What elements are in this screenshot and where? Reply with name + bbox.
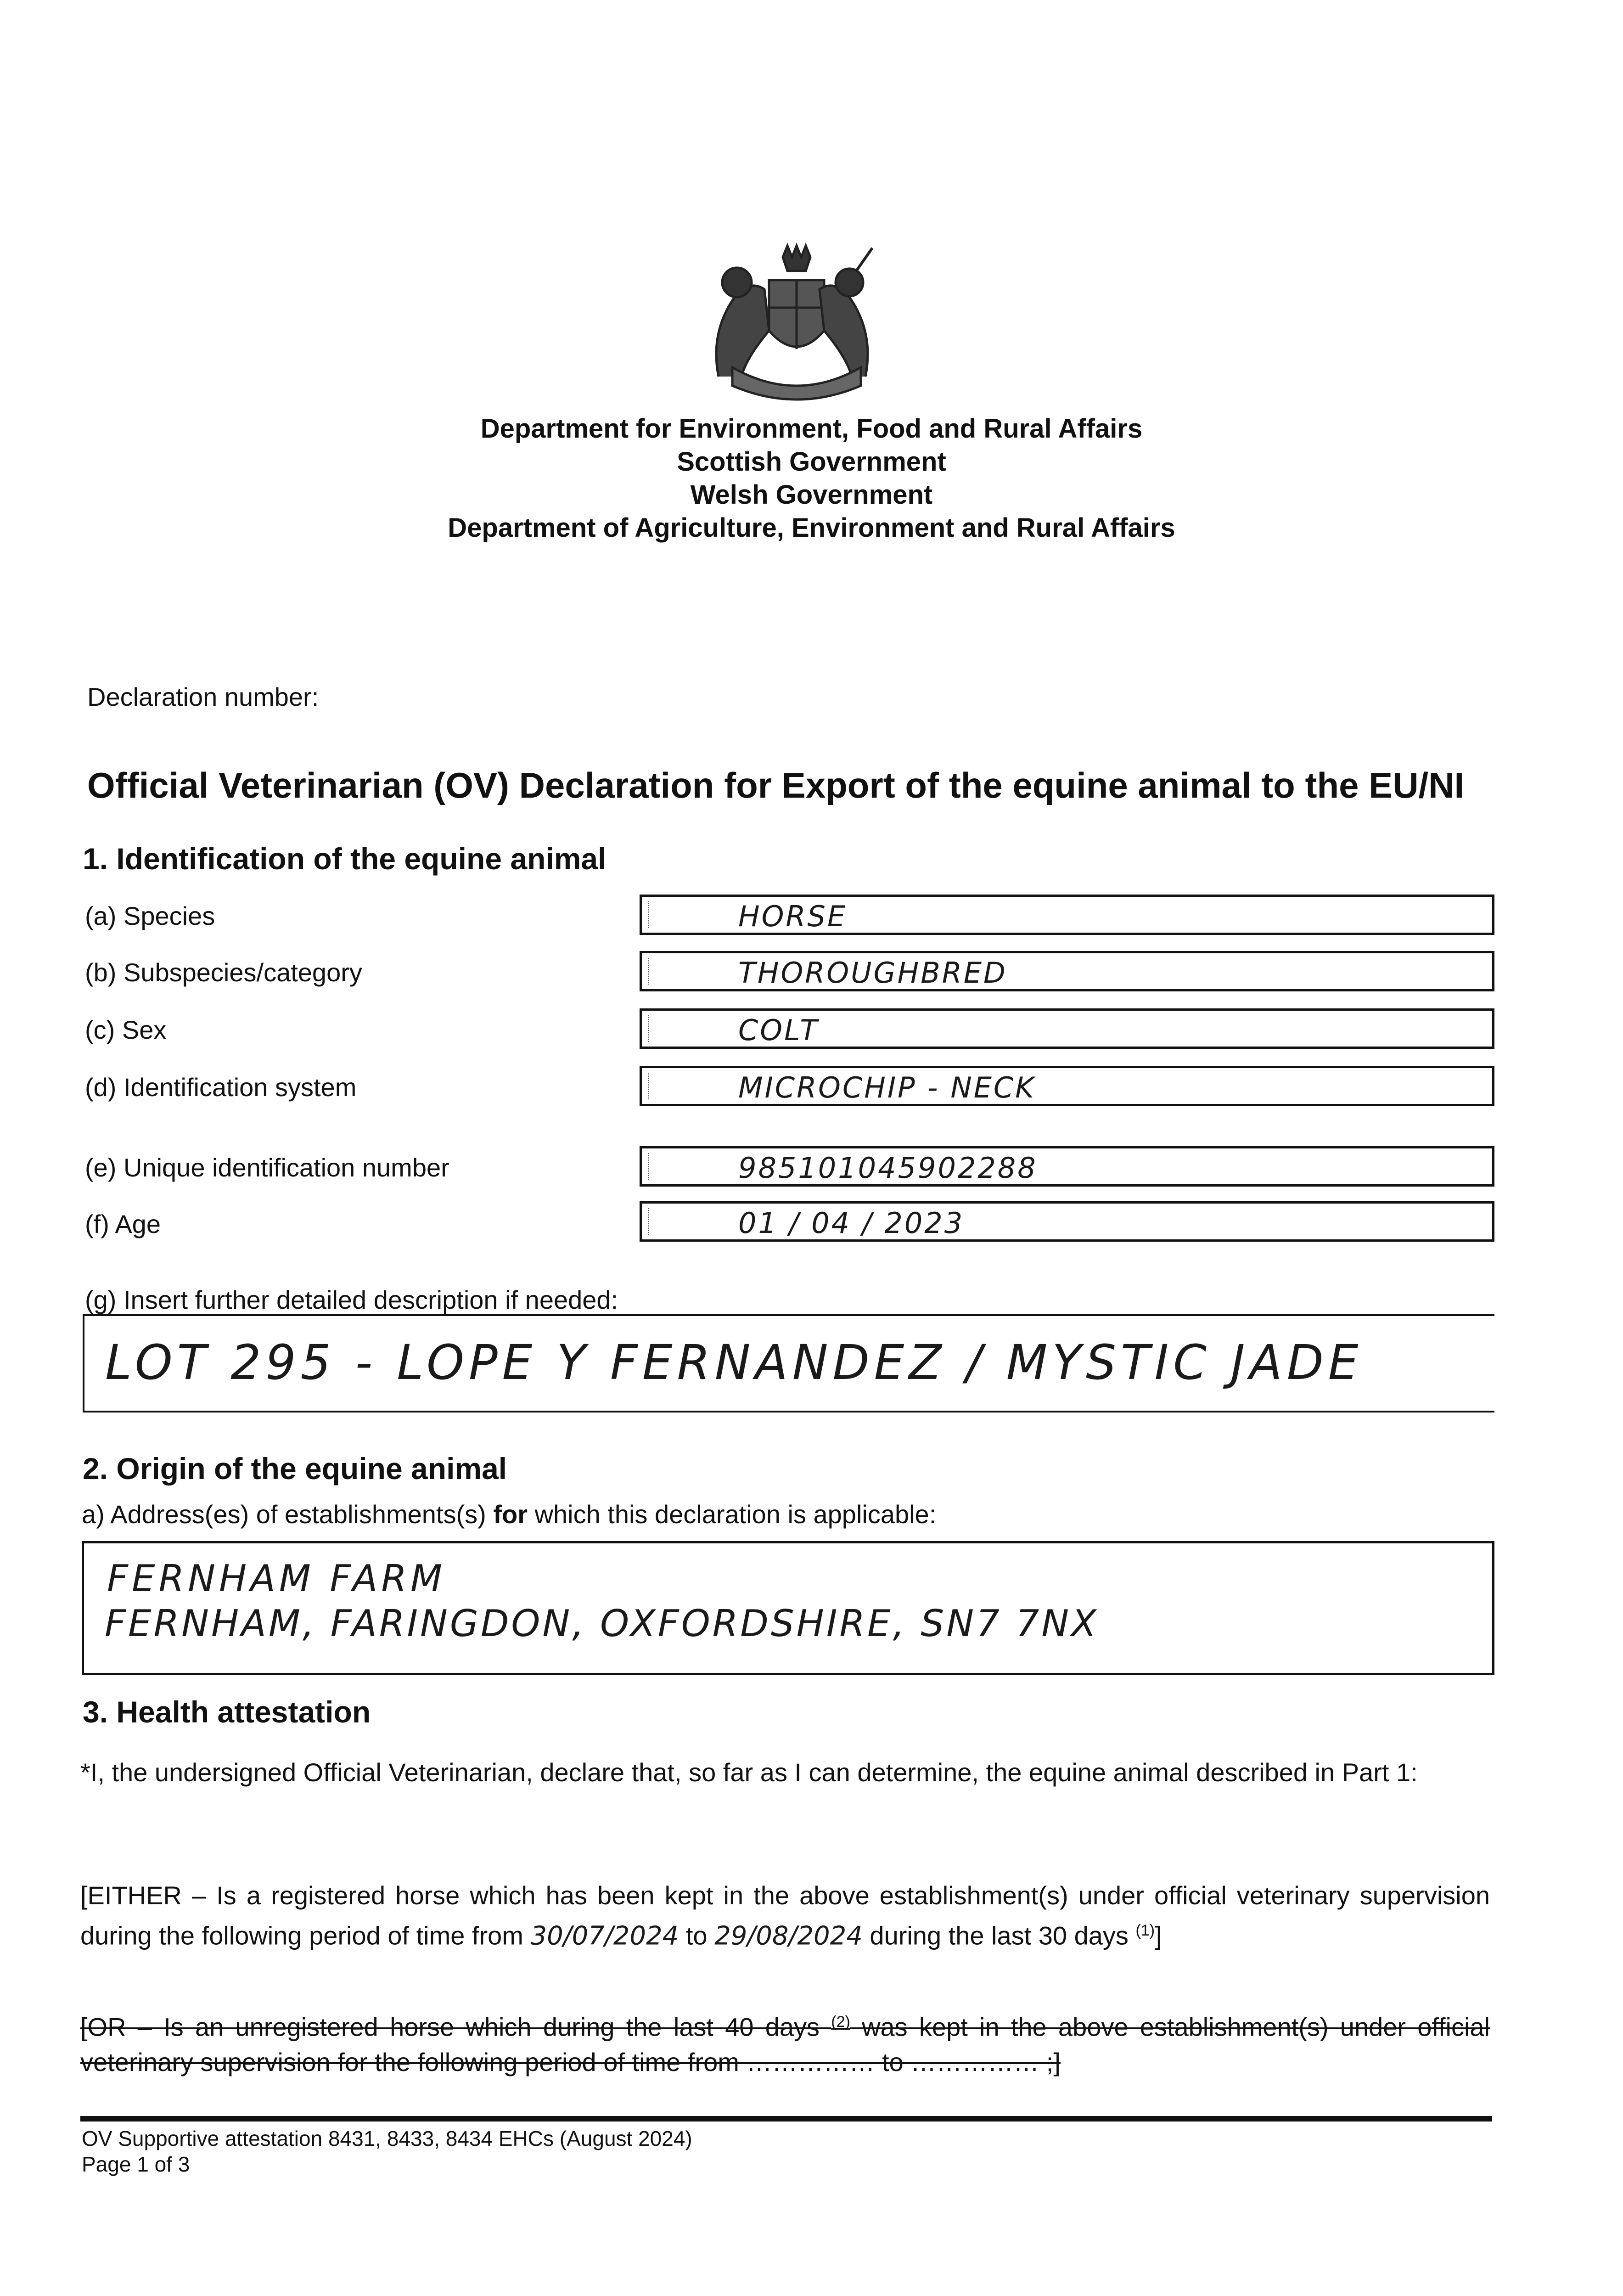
or-text-2: was kept in the above establishment(s) under official veterinary supervision for the following period of time from …………… to …………… ;] <box>80 2012 1490 2077</box>
either-to: to <box>685 1921 708 1950</box>
age-field[interactable] <box>640 1201 1494 1242</box>
description-label: (g) Insert further detailed description if needed: <box>85 1285 618 1314</box>
page-title: Official Veterinarian (OV) Declaration for Export of the equine animal to the EU/NI <box>87 765 1465 805</box>
unique-id-field[interactable] <box>640 1146 1494 1187</box>
address-label-part-1: a) Address(es) of establishments(s) <box>82 1500 486 1529</box>
department-defra: Department for Environment, Food and Rural Affairs <box>480 414 1143 444</box>
address-line-1: FERNHAM FARM <box>107 1557 446 1600</box>
unique-id-label: (e) Unique identification number <box>85 1153 449 1182</box>
either-clause <box>80 1878 1490 1954</box>
subspecies-field[interactable] <box>640 951 1494 991</box>
either-end: ] <box>1155 1921 1162 1950</box>
either-text-1: [EITHER – Is a registered horse which has been kept in the above establishment(s) under official veterinary supervision during the following period of time from <box>80 1881 1490 1950</box>
either-text-2: during the last 30 days <box>870 1921 1129 1950</box>
or-clause <box>80 2004 1490 2080</box>
identification-system-value: MICROCHIP - NECK <box>738 1071 1036 1104</box>
either-date-to: 29/08/2024 <box>714 1921 863 1951</box>
royal-coat-of-arms-icon <box>691 239 893 404</box>
department-daera: Department of Agriculture, Environment and Rural Affairs <box>448 513 1175 543</box>
species-field[interactable] <box>640 895 1494 935</box>
section-1-heading: 1. Identification of the equine animal <box>83 842 607 876</box>
page-number: Page 1 of 3 <box>82 2152 190 2176</box>
identification-system-field[interactable] <box>640 1066 1494 1106</box>
sex-label: (c) Sex <box>85 1015 167 1044</box>
health-attestation-intro: *I, the undersigned Official Veterinarian, declare that, so far as I can determine, the equine animal described in Part 1: <box>80 1758 1418 1787</box>
subspecies-label: (b) Subspecies/category <box>85 958 362 987</box>
department-welsh-government: Welsh Government <box>690 480 933 510</box>
species-label: (a) Species <box>85 901 215 930</box>
description-field[interactable] <box>83 1314 1494 1412</box>
subspecies-value: THOROUGHBRED <box>738 956 1007 990</box>
section-3-heading: 3. Health attestation <box>83 1695 371 1729</box>
either-footnote-ref: (1) <box>1135 1922 1155 1939</box>
address-field[interactable] <box>82 1541 1494 1675</box>
age-label: (f) Age <box>85 1210 161 1238</box>
identification-system-label: (d) Identification system <box>85 1073 357 1102</box>
section-2-heading: 2. Origin of the equine animal <box>83 1452 507 1486</box>
address-label <box>82 1499 936 1529</box>
age-value: 01 / 04 / 2023 <box>738 1206 965 1240</box>
address-label-part-2: which this declaration is applicable: <box>534 1500 937 1529</box>
species-value: HORSE <box>738 900 848 933</box>
unique-id-value: 985101045902288 <box>738 1151 1038 1185</box>
address-label-for: for <box>493 1500 528 1529</box>
sex-field[interactable] <box>640 1008 1494 1049</box>
description-value: LOT 295 - LOPE Y FERNANDEZ / MYSTIC JADE <box>105 1334 1363 1390</box>
or-footnote-ref: (2) <box>831 2013 850 2031</box>
either-date-from: 30/07/2024 <box>530 1921 679 1951</box>
or-text-1: [OR – Is an unregistered horse which during the last 40 days <box>80 2012 820 2042</box>
address-line-2: FERNHAM, FARINGDON, OXFORDSHIRE, SN7 7NX <box>105 1602 1099 1645</box>
declaration-number-label: Declaration number: <box>87 682 319 711</box>
footer-attestation-ref: OV Supportive attestation 8431, 8433, 8434 EHCs (August 2024) <box>82 2127 692 2150</box>
footer-divider <box>80 2116 1492 2122</box>
sex-value: COLT <box>738 1013 820 1047</box>
department-scottish-government: Scottish Government <box>677 447 946 477</box>
